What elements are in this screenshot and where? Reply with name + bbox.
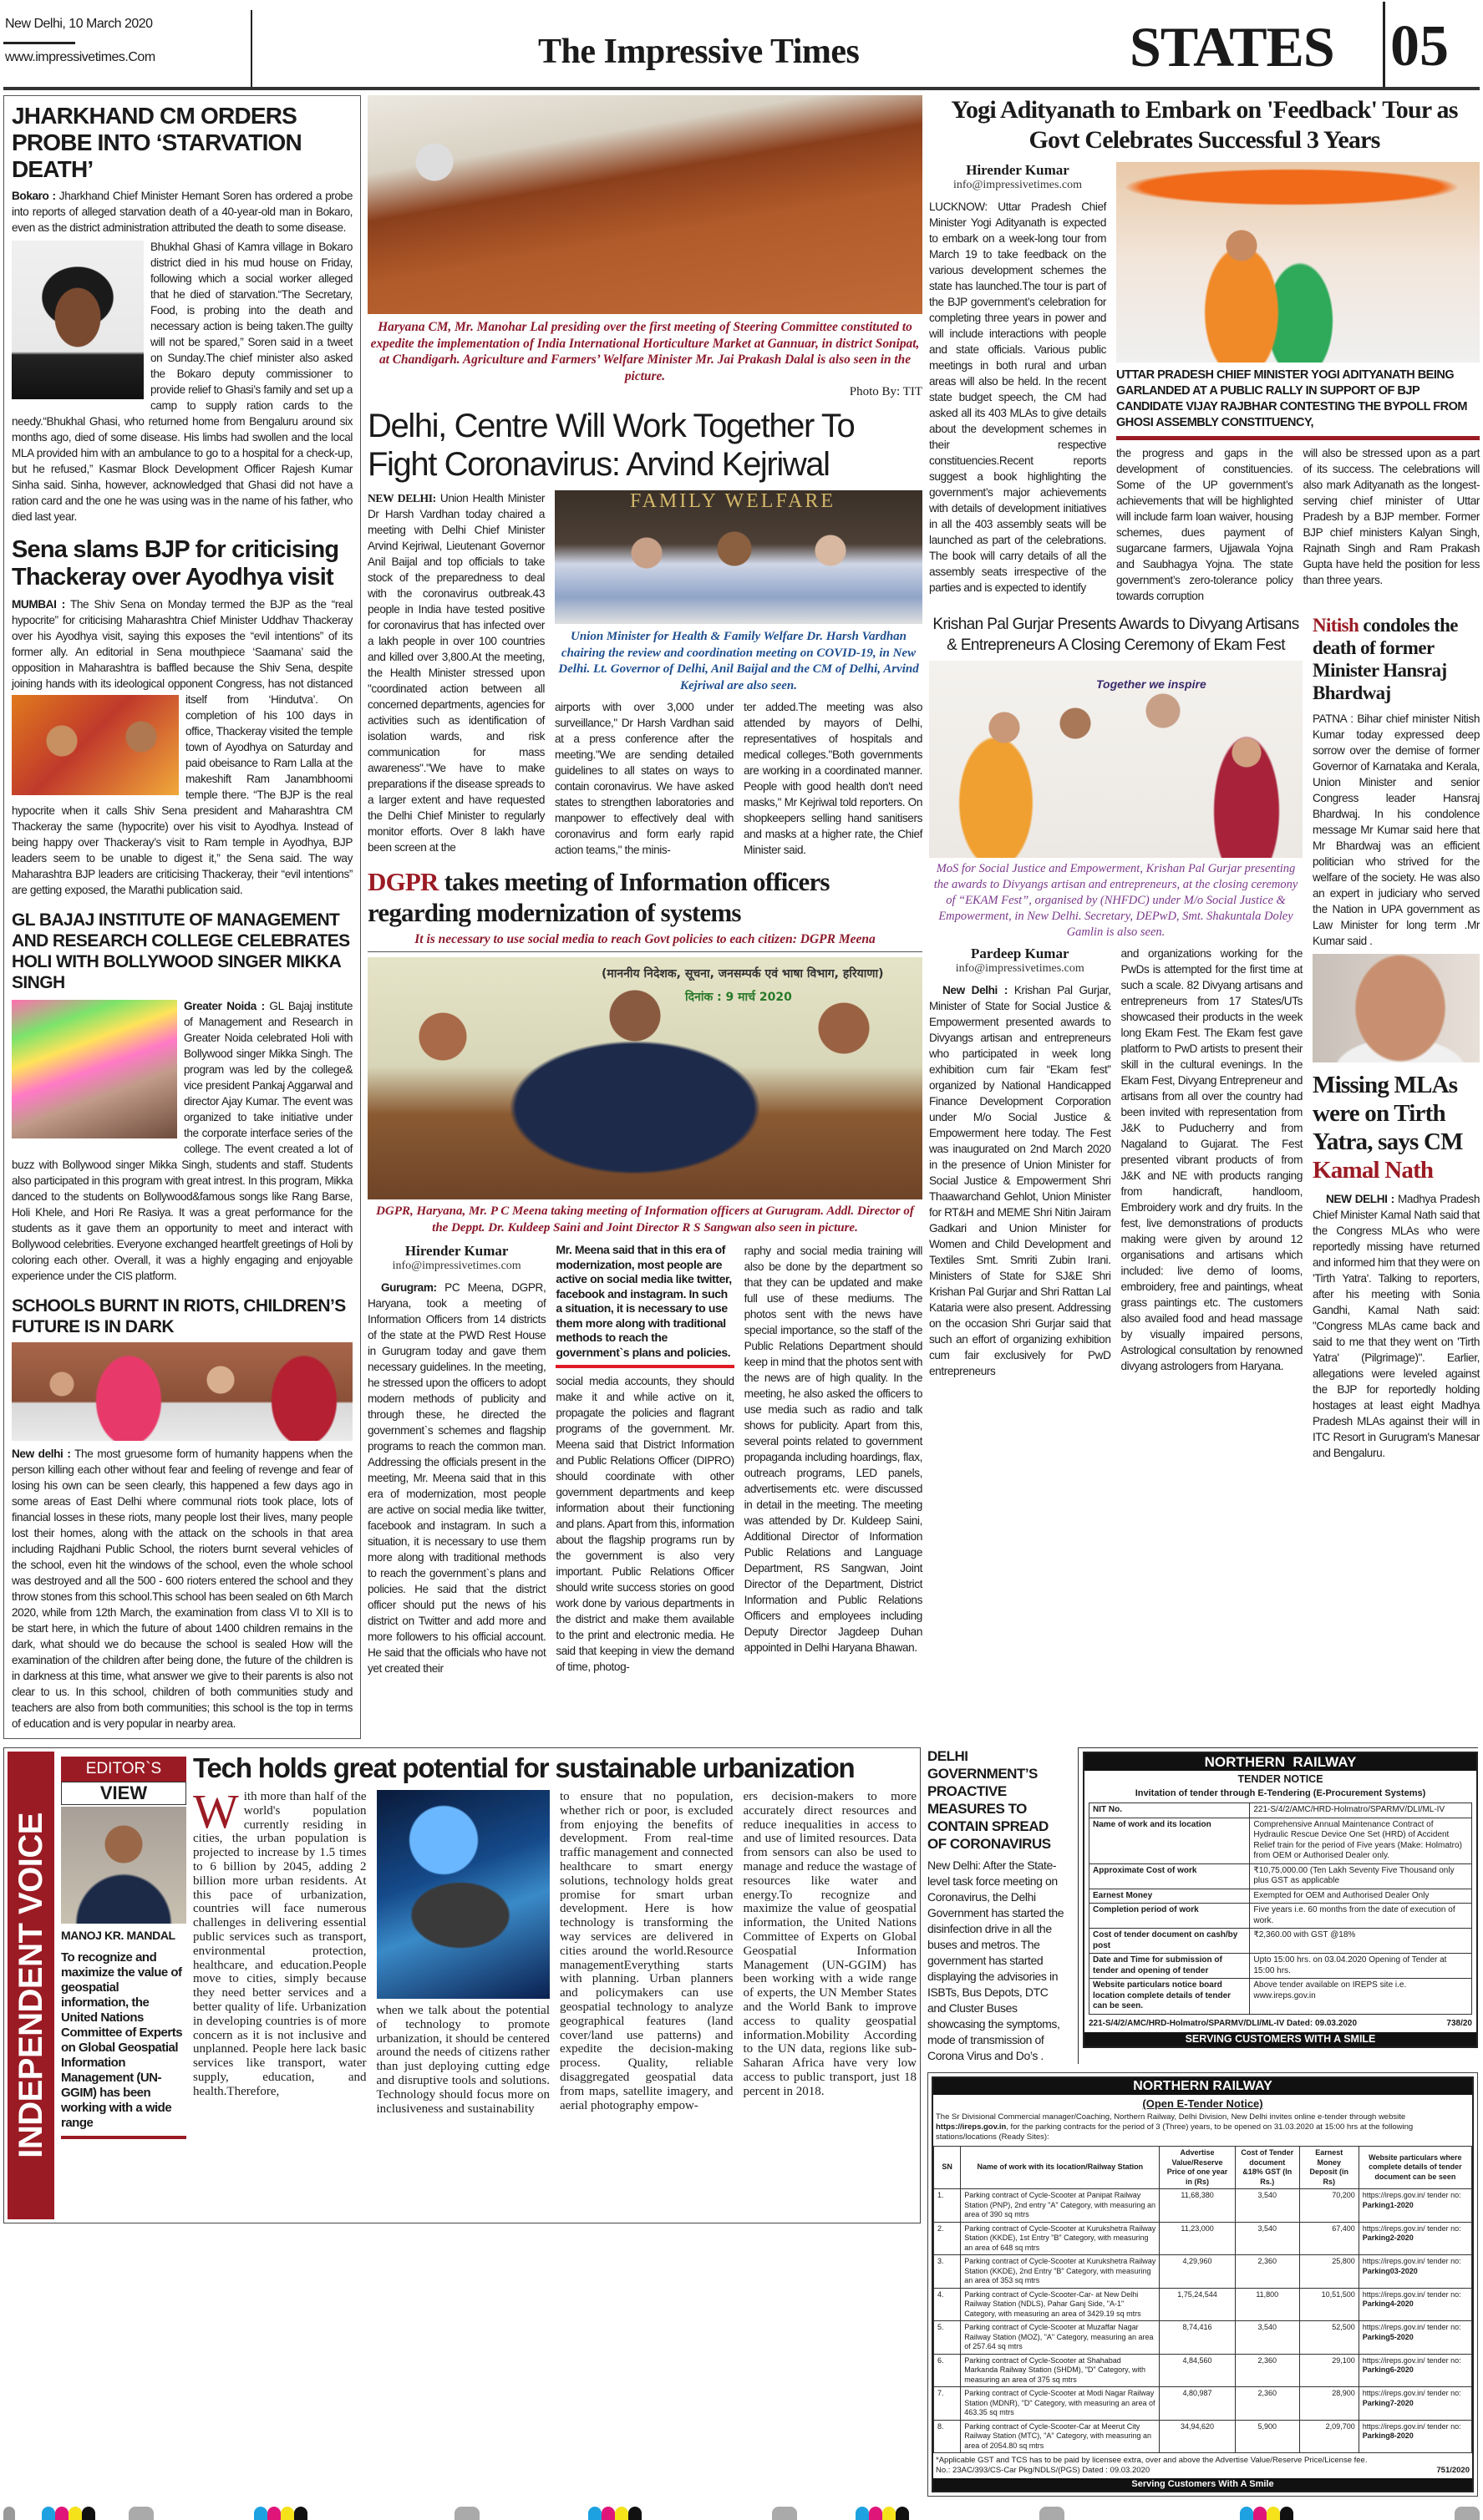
tender1-value: Exempted for OEM and Authorised Dealer Only [1250,1889,1472,1904]
tender1-label: Cost of tender document on cash/by post [1089,1929,1250,1954]
page-number: 05 [1390,14,1449,79]
editors-badge-top: EDITOR`S [61,1757,186,1782]
tender2-cell-site[interactable] [1359,2255,1471,2289]
tender-site-link[interactable]: https://ireps.gov.in/ tender no: [1362,2421,1461,2431]
delhi-col1: NEW DELHI: Union Health Minister Dr Harsh Vardhan today chaired a meeting with Delhi Chief Minister Arvind Kejriwal, Lieutenant Governor Anil Baijal and top officials to take stock of the preparedness to deal with the coronavirus outbreak.43 people in India have tested positive for coronavirus that has infected over a lakh people in over 100 countries and killed over 3,800.At the meeting, the Health Minister stressed upon "coordinated action between all concerned departments, agencies for activities such as identification of isolation wards, and risk communication for mass awareness"."We have to make preparations if the disease spreads to a larger extent and have requested the Delhi Chief Minister to regularly monitor efforts. Over 8 lakh have been screen at the [368,492,545,854]
delhi-col2: airports with over 3,000 under surveillance," Dr Harsh Vardhan said at a press conference after the meeting."We are sending detailed guidelines to all states on ways to contain coronavirus. We have asked states to strengthen laboratories and manpower to effectively deal with coronavirus and form early rapid action teams," the minis- [555,701,734,856]
tender2-intro: The Sr Divisional Commercial manager/Coaching, Northern Railway, Delhi Division, New Delhi invites online e-tender through website https://ireps.gov.in, for the parking contracts for the period of 3 (Three) years, to be opened on 31.03.2020 at 15:00 hrs at the following stations/locations (Ready Sites): [936,2112,1414,2142]
tender2-slogan: Serving Customers With A Smile [933,2478,1472,2491]
tender-site-link[interactable]: https://ireps.gov.in/ tender no: [1362,2257,1461,2265]
ekam-banner-text: Together we inspire [1096,677,1206,691]
editorial-headline[interactable]: Tech holds great potential for sustainable urbanization [193,1752,855,1783]
tender1-value: Five years i.e. 60 months from the date of execution of work. [1250,1904,1472,1929]
tender-site-link[interactable]: https://ireps.gov.in/ tender no: [1362,2223,1461,2233]
dgpr-col1: Gurugram: PC Meena, DGPR, Haryana, took a meeting of Information Officers from 14 districts of the state at the PWD Rest House in Gurugram today and gave them necessary guidelines. In the meeting, he stressed upon the officers to adopt modern methods of publicity and through these, he directed the government`s schemes and flagship programs to reach the common man. Addressing the officials present in the meeting, Mr. Meena said that in this era of modernization, most people are active on social media like twitter, facebook and instagram. In such a situation, it is necessary to use them more along with traditional methods to reach the government`s plans and policies. He said that the district officer should put the news of his district on Twitter and add more and more followers to his official account. He said that the officials who have not yet created their [368,1281,546,1675]
tender2-cell-work: Parking contract of Cycle-Scooter at Modi Nagar Railway Station (MDNR), "D" Category, with measuring an area of 463.35 sq mtrs [961,2387,1160,2421]
right-bottom [927,1747,1478,2497]
tender2-cell-cost: 3,540 [1235,2189,1299,2223]
tender1-label: Approximate Cost of work [1089,1863,1250,1889]
glbajaj-body: Greater Noida : GL Bajaj institute of Management and Research in Greater Noida celebrated Holi with Bollywood singer Mikka Singh. The program was led by the college& vice president Pankaj Aggarwal and director Ajay Kumar. The event was organized to take initiative under the corporate interface series of the college. The event created a lot of buzz with Bollywood singer Mikka Singh, students and staff. Students also participated in this program with great intrest. In this program, Mikka danced to the students on Bollywood&famous songs like Rang Barse, Holi Khele, and Hori Re Rasiya. It was a great performance for the students as it gave them an opportunity to meet and interact with Bollywood celebrities. Everyone exchanged heartfelt greetings of Holi by coloring each other. Overall, it was a highly engaging and enjoyable experience under the CIS platform. [12,1000,353,1282]
tender-site-link[interactable]: https://ireps.gov.in/ tender no: [1362,2355,1461,2365]
photo-ekam-awards [929,661,1303,858]
tender1-slogan: SERVING CUSTOMERS WITH A SMILE [1084,2032,1476,2046]
tender2-cell-sn: 1. [934,2189,961,2223]
tender-number: Parking8-2020 [1362,2431,1414,2440]
tender2-cell-site[interactable] [1359,2321,1471,2355]
kamalnath-body: NEW DELHI : Madhya Pradesh Chief Minister Kamal Nath said that the Congress MLAs who were reportedly missing have returned and informed him that they were on 'Tirth Yatra'. Talking to reporters, after his meeting with Sonia Gandhi, Kamal Nath said: "Congress MLAs came back and said to me that they went on 'Tirth Yatra' (Pilgrimage)". Earlier, allegations were leveled against the BJP for reportedly holding hostages at least eight Madhya Pradesh MLAs against their will in ITC Resort in Gurugram's Manesar and Bengaluru. [1313,1193,1480,1459]
independent-voice-band [8,1752,54,2219]
tender2-cell-sn: 6. [934,2354,961,2387]
family-welfare-sign: FAMILY WELFARE [630,490,836,512]
tender-number: Parking1-2020 [1362,2200,1414,2209]
tender2-cell-sn: 8. [934,2420,961,2453]
masthead-vrule [251,10,252,87]
tender-number: Parking7-2020 [1362,2398,1414,2407]
tender1-row [1089,1803,1472,1818]
photo-school-press-conference [12,1342,353,1441]
tender2-cell-site[interactable] [1359,2222,1471,2255]
jharkhand-headline[interactable]: JHARKHAND CM ORDERS PROBE INTO ‘STARVATION DEATH’ [12,103,302,182]
dropcap: W [193,1784,239,1838]
tender-notice-1 [1078,1747,1478,2064]
sena-body: MUMBAI : The Shiv Sena on Monday termed the BJP as the “real hypocrite” for criticising Maharashtra Chief Minister Uddhav Thackeray over his Ayodhya visit, saying this exposes the “evil intentions” of its former ally. An editorial in Sena mouthpiece ‘Saamana’ said the opposition in Maharashtra is baffled because the Shiv Sena, despite joining hands with its ideological opponent Congress, has not distanced itself from ‘Hindutva’. On completion of his 100 days in office, Thackeray visited the temple town of Ayodhya on Saturday and paid obeisance to Ram Lalla at the makeshift Ram Janambhoomi temple there. “The BJP is the real hypocrite when it calls Shiv Sena president and Maharashtra CM Thackeray the same (hypocrite) over his visit to Ayodhya. Instead of being happy over Thackeray’s visit to Ram temple in Ayodhya, BJP leaders seem to be unable to digest it,” the Sena said. The way Maharashtra BJP leaders are criticising Thackeray, their “evil intentions” are getting exposed, the Marathi publication said. [12,598,353,896]
tender2-cell-cost: 5,900 [1235,2420,1299,2453]
dgpr-byline-email[interactable]: info@impressivetimes.com [392,1260,521,1272]
kamalnath-headline[interactable]: Missing MLAs were on Tirth Yatra, says CM Kamal Nath [1313,1072,1463,1184]
editorial-col1: With more than half of the world's population currently residing in cities, the urban population is projected to increase by 1.5 times to 6 billion by 2045, adding 2 billion more urban residents. At this pace of urbanization, countries will face numerous challenges in delivering essential public services such as transport, environmental protection, healthcare, and education.People move to cities, simply because they need better services and a better quality of life. Urbanization in developing countries is of more concern as it is not inclusive and unplanned. People here lack basic services like transport, water supply, education, and health.Therefore, [193,1784,367,2098]
tender-site-link[interactable]: https://ireps.gov.in/ tender no: [1362,2289,1461,2299]
tender2-cell-emd: 67,400 [1299,2222,1359,2255]
tender-site-link[interactable]: https://ireps.gov.in/ tender no: [1362,2191,1461,2199]
tender2-column-header: Website particulars where complete details of tender document can be seen [1359,2147,1471,2189]
tender1-row [1089,1818,1472,1863]
tender1-footer-no: 738/20 [1446,2018,1472,2028]
tender1-subtitle: Invitation of tender through E-Tendering (E-Procurement Systems) [1135,1788,1426,1798]
tender2-cell-value: 4,84,560 [1160,2354,1235,2387]
jharkhand-dateline: Bokaro : [12,190,56,202]
tender-site-link[interactable]: https://ireps.gov.in/ tender no: [1362,2389,1461,2397]
paper-name: The Impressive Times [538,33,860,71]
yogi-col3: will also be stressed upon as a part of its success. The celebrations will also mark Adityanath as the longest-serving chief minister of Uttar Pradesh by a BJP member. Former BJP chief ministers Kalyan Singh, Rajnath Singh and Ram Prakash Gupta have held the position for less than three years. [1303,447,1480,586]
tender1-value: ₹2,360.00 with GST @18% [1250,1929,1472,1954]
tender2-cell-cost: 3,540 [1235,2222,1299,2255]
nitish-article [1313,614,1480,1062]
jharkhand-lead: Bokaro : Jharkhand Chief Minister Hemant Soren has ordered a probe into reports of alleged starvation death of a 40-year-old man in Bokaro, even as the district administration attributed the death to some disease. [12,190,353,234]
tender2-cell-sn: 3. [934,2255,961,2289]
tender2-note: *Applicable GST and TCS has to be paid by licensee extra, over and above the Advertise Value/Reserve Price/License fee. [936,2456,1368,2465]
tender1-value: Comprehensive Annual Maintenance Contract of Hydraulic Rescue Device One Set (HRD) of Accident Relief train for the period of Five years (Make: Holmatro) from OEM or Authorised Dealer only. [1250,1818,1472,1863]
tender2-cell-work: Parking contract of Cycle-Scooter at Kurukshetra Railway Station (KKDE), 2nd Entry "B" Category, with measuring an area of 353 sq mtrs [961,2255,1160,2289]
tender2-cell-site[interactable] [1359,2189,1471,2223]
tender2-ref: No.: 23AC/393/CS-Car Pkg/NDLS/(PGS) Dated : 09.03.2020 [936,2466,1150,2475]
ekam-byline-name: Pardeep Kumar [970,946,1069,961]
section-title: STATES [1130,15,1334,79]
tender-number: Parking2-2020 [1362,2234,1414,2242]
jharkhand-article [12,103,353,525]
tender2-cell-emd: 28,900 [1299,2387,1359,2421]
tender2-table [933,2146,1472,2453]
tender2-cell-value: 11,68,380 [1160,2189,1235,2223]
ekam-headline[interactable]: Krishan Pal Gurjar Presents Awards to Divyang Artisans & Entrepreneurs A Closing Ceremony of Ekam Fest [932,616,1299,654]
tender2-column-header: Name of work with its location/Railway Station [961,2147,1160,2189]
tender2-cell-sn: 5. [934,2321,961,2355]
tender2-cell-site[interactable] [1359,2354,1471,2387]
registration-marks [3,2502,1480,2520]
delhi-dateline: NEW DELHI: [368,492,436,505]
right-column [929,95,1480,1461]
tender1-row [1089,1863,1472,1889]
photo-nitish-kumar [1313,954,1480,1062]
tender1-label: NIT No. [1089,1803,1250,1818]
tender1-row [1089,1904,1472,1929]
editorial-main [193,1752,917,2219]
photo-holi-celebration [12,1000,177,1138]
yogi-photo-caption: UTTAR PRADESH CHIEF MINISTER YOGI ADITYANATH BEING GARLANDED AT A PUBLIC RALLY IN SUPPORT OF BJP CANDIDATE VIJAY RAJBHAR CONTESTING THE BYPOLL FROM GHOSI ASSEMBLY CONSTITUENCY, [1116,368,1480,440]
tender2-org: NORTHERN RAILWAY [933,2078,1472,2095]
tender2-column-header: SN [934,2147,961,2189]
delhi-measures-headline[interactable]: DELHI GOVERNMENT’S PROACTIVE MEASURES TO CONTAIN SPREAD OF CORONAVIRUS [927,1748,1051,1852]
editors-badge-bottom: VIEW [61,1782,186,1805]
masthead [3,0,1480,90]
ekam-byline-email[interactable]: info@impressivetimes.com [955,962,1084,975]
editorial-col4: ers decision-makers to more accurately direct resources and reduce inequalities in access to and use of limited resources. Data from sensors can also be used to manage and reduce the wastage of resources like water and energy.To recognize and maximize the value of geospatial information, the United Nations Committee of Experts on Global Geospatial Information Management (UN-GGIM) has been working with a wide range of experts, the UN Member States and the World Bank to improve access to quality geospatial information.Mobility According to the UN data, regions like sub-Saharan Africa have very low access to public transport, just 18 percent in 2018. [743,1790,917,2098]
delhi-col3: ter added.The meeting was also attended by mayors of Delhi, representatives of hospitals and medical colleges."Both governments are working in a coordinated manner. People with good health don't need masks," Mr Kejriwal told reporters. On shopkeepers selling hand sanitisers and masks at a higher rate, the Chief Minister said. [744,701,922,856]
tender2-cell-cost: 2,360 [1235,2387,1299,2421]
left-column-box [3,95,361,1739]
ireps-link[interactable]: https://ireps.gov.in [936,2122,1007,2132]
tender2-cell-work: Parking contract of Cycle-Scooter at Shahabad Markanda Railway Station (SHDM), "D" Category, with measuring an area of 375 sq mtrs [961,2354,1160,2387]
delhi-article [368,407,922,858]
schools-dateline: New delhi : [12,1448,71,1460]
glbajaj-headline[interactable]: GL BAJAJ INSTITUTE OF MANAGEMENT AND RESEARCH COLLEGE CELEBRATES HOLI WITH BOLLYWOOD SINGER MIKKA SINGH [12,910,350,992]
center-column [368,95,922,1676]
tender1-value: ₹10,75,000.00 (Ten Lakh Seventy Five Thousand only plus GST as applicable [1250,1863,1472,1889]
tender2-column-header: Cost of Tender document &18% GST (In Rs.) [1235,2147,1299,2189]
dgpr-col3: raphy and social media training will also be done by the department so that they can be updated and make full use of these mediums. The photos sent with the news have special importance, so the staff of the Public Relations Department should keep in mind that the photos sent with the news are of high quality. In the meeting, he also asked the officers to use media such as radio and talk shows for publicity. Apart from this, several points related to government propaganda including hoardings, flax, outreach programs, LED panels, advertisements etc. were discussed in detail in the meeting. The meeting was attended by Dr. Kuldeep Saini, Additional Director of Information Public Relations and Language Department, RS Sangwan, Joint Director of the Department, District Information and Public Relations Officers and employees including Deputy Director Jagdeep Duhan appointed in Delhi Haryana Bhawan. [744,1245,922,1654]
dgpr-byline-name: Hirender Kumar [404,1243,509,1259]
photo-hemant-soren [12,241,144,399]
tender2-cell-emd: 2,09,700 [1299,2420,1359,2453]
tender2-cell-emd: 10,51,500 [1299,2288,1359,2321]
hindi-sign-line-2: दिनांक : 9 मार्च 2020 [685,991,792,1004]
glbajaj-article [12,910,353,1284]
tender2-row [934,2321,1472,2355]
tender1-label: Earnest Money [1089,1889,1250,1904]
tender-notice-2 [927,2072,1478,2497]
tender1-row [1089,1979,1472,2015]
tender2-cell-sn: 7. [934,2387,961,2421]
tender2-row [934,2222,1472,2255]
tender2-cell-value: 1,75,24,544 [1160,2288,1235,2321]
tender2-cell-sn: 2. [934,2222,961,2255]
tender2-cell-site[interactable] [1359,2387,1471,2421]
editorial-pull-text: To recognize and maximize the value of geospatial information, the United Nations Committee of Experts on Global Geospatial Information Management (UN-GGIM) has been working with a wide range [61,1950,186,2139]
tender2-row [934,2354,1472,2387]
tender2-cell-emd: 25,800 [1299,2255,1359,2289]
tender2-cell-emd: 52,500 [1299,2321,1359,2355]
tender2-title: (Open E-Tender Notice) [1142,2097,1263,2110]
ekam-col2: and organizations working for the PwDs is attempted for the first time at such a scale. 82 Divyang artisans and entrepreneurs from 17 States/UTs showcased their products in the week long Ekam Fest. The Ekam fest gave platform to PwD artists to present their skill in the cultural evenings. In the Ekam Fest, Divyang Entrepreneur and artisans from all over the country had been invited with representation from J&K to Puducherry and from Nagaland to Gujarat. The Fest presented vibrant products of from J&K and NE with products ranging from handicraft, handloom, Embroidery work and dry fruits. In the fest, live demonstrations of products making were given by around 12 organisations and artisans which included: live demo of looms, embroidery, free and paintings, wheat grass paintings etc. The customers also availed food and head massage by visually impaired persons, Astrological consultation by renowned divyang astrologers from Haryana. [1120,947,1303,1372]
haryana-photo-block [368,95,922,400]
tender2-cell-site[interactable] [1359,2420,1471,2453]
dgpr-photo-caption: DGPR, Haryana, Mr. P C Meena taking meeting of Information officers at Gurugram. Addl. Director of the Deppt. Dr. Kuldeep Saini and Joint Director R S Sangwan also seen in picture. [376,1204,914,1235]
sena-article [12,536,353,898]
photo-yogi-garlanded [1116,162,1480,363]
tender-number: Parking4-2020 [1362,2299,1414,2308]
editorial-sidebar [61,1752,186,2219]
dgpr-col2: social media accounts, they should make it and while active on it, propagate the policies and flagrant programs of the government. Mr. Meena said that District Information and Public Relations Officer (DIPRO) should coordinate with other government departments and keep information about their functioning and plans. Apart from this, information about the flagship programs run by the government is also very important. Public Relations Officer should write success stories on good work done by various departments in the district and make them available to the print and electronic media. He said that keeping in view the demand of time, photog- [556,1375,734,1673]
ekam-photo-caption: MoS for Social Justice and Empowerment, Krishan Pal Gurjar presenting the awards to Divyangs artisan and entrepreneurs, at the closing ceremony of “EKAM Fest”, organised by (NHFDC) under M/o Social Justice & Empowerment, in New Delhi. Secretary, DEPwD, Smt. Shakuntala Doley Gamlin is also seen. [933,862,1298,939]
kamalnath-article [1313,1071,1480,1461]
tender2-column-header: Advertise Value/Reserve Price of one year in (Rs) [1160,2147,1235,2189]
tender1-org: NORTHERN RAILWAY [1084,1753,1476,1771]
tender1-value: Upto 15:00 hrs. on 03.04.2020 Opening of Tender at 15:00 hrs. [1250,1954,1472,1979]
tender2-row [934,2387,1472,2421]
yogi-col2: the progress and gaps in the development of constituencies. Some of the UP government’s achievements that will be highlighted will include farm loan waiver, housing schemes, dues payment of sugarcane farmers, Ujjawala Yojna and Saubhagya Yojna. The state government’s zero-tolerance policy towards corruption [1116,447,1293,602]
independent-voice-label: INDEPENDENT VOICE [12,1813,49,2158]
tender2-cell-work: Parking contract of Cycle-Scooter at Muzaffar Nagar Railway Station (MOZ), "A" Category, measuring an area of 257.64 sq mtrs [961,2321,1160,2355]
tender2-header-row [934,2147,1472,2189]
sena-headline[interactable]: Sena slams BJP for criticising Thackeray over Ayodhya visit [12,536,339,591]
nitish-body: PATNA : Bihar chief minister Nitish Kumar today expressed deep sorrow over the demise of former Governor of Karnataka and Kerala, Union Minister and senior Congress leader Hansraj Bhardwaj. In his condolence message Mr Kumar said here that Mr Bhardwaj was an efficient politician who strived for the welfare of the society. He was also an expert in judiciary who served the Nation in UPA government as Law Minister for long term .Mr Kumar said . [1313,712,1480,947]
schools-headline[interactable]: SCHOOLS BURNT IN RIOTS, CHILDREN’S FUTURE IS IN DARK [12,1296,346,1336]
photo-dgpr-meeting [368,957,922,1199]
dgpr-article [368,866,922,1676]
tender2-cell-value: 34,94,620 [1160,2420,1235,2453]
author-name: MANOJ KR. MANDAL [61,1929,175,1942]
tender2-cell-cost: 2,360 [1235,2354,1299,2387]
photo-uddhav-thackeray [12,695,179,795]
tender1-label: Completion period of work [1089,1904,1250,1929]
tender1-label: Name of work and its location [1089,1818,1250,1863]
editorial-box [3,1747,921,2223]
tender1-footer-ref: 221-S/4/2/AMC/HRD-Holmatro/SPARMV/DLI/ML-IV Dated: 09.03.2020 [1089,2018,1358,2028]
masthead-divider [3,42,75,44]
right-narrow-column [1313,614,1480,1461]
tender1-title: TENDER NOTICE [1237,1773,1323,1785]
tender-number: Parking6-2020 [1362,2365,1414,2374]
yogi-article [929,95,1480,604]
section-vrule [1383,2,1385,87]
tender2-ref-no: 751/2020 [1436,2466,1470,2475]
yogi-headline[interactable]: Yogi Adityanath to Embark on 'Feedback' Tour as Govt Celebrates Successful 3 Years [951,96,1458,154]
tender1-label: Website particulars notice board location complete details of tender can be seen. [1089,1979,1250,2015]
tender2-cell-cost: 11,800 [1235,2288,1299,2321]
tender2-cell-emd: 29,100 [1299,2354,1359,2387]
schools-article [12,1295,353,1732]
editorial-col2: when we talk about the potential of technology to promote urbanization, it should be centered around the needs of citizens rather than just deploying cutting edge and disruptive tools and solutions. Technology should focus more on inclusiveness and sustainability [376,2004,550,2116]
yogi-byline-name: Hirender Kumar [966,162,1069,178]
tender2-cell-value: 4,29,960 [1160,2255,1235,2289]
photo-manoj-mandal [61,1807,186,1924]
tender-site-link[interactable]: https://ireps.gov.in/ tender no: [1362,2323,1461,2331]
tender1-value: 221-S/4/2/AMC/HRD-Holmatro/SPARMV/DLI/ML-IV [1250,1803,1472,1818]
tender1-row [1089,1889,1472,1904]
yogi-col1: LUCKNOW: Uttar Pradesh Chief Minister Yogi Adityanath is expected to embark on a week-long tour from March 19 to take feedback on the various development schemes the state has launched.The tour is part of the BJP government’s celebration for completing three years in power and will include interactions with people and state officials. Various public meetings in both rural and urban areas will also be held. In the recent state budget speech, the CM had asked all its 403 MLAs to give details about the development schemes in their respective constituencies.Recent reports suggest a book highlighting the government’s major achievements with details of development initiatives in all the 403 assembly seats will be launched as part of the celebrations. The book will carry details of all the assembly seats irrespective of the parties and is expected to identify [929,200,1106,594]
sena-dateline: MUMBAI : [12,598,65,611]
tender1-value[interactable]: Above tender available on IREPS site i.e. www.ireps.gov.in [1250,1979,1472,2015]
tender2-cell-cost: 2,360 [1235,2255,1299,2289]
dgpr-dateline: Gurugram: [381,1281,437,1294]
tender-number: Parking03-2020 [1362,2266,1418,2275]
schools-body: New delhi : The most gruesome form of humanity happens when the person killing each other without fear and feeling of revenge and fear of losing his own can be seen clearly, this happened a few days ago in some areas of East Delhi where communal riots took place, lots of financial losses in these riots, many people lost their lives, many people lost their homes, along with the attack on the schools in that area including Rajdhani Public School, the rioters burnt several vehicles of the school, even hit the windows of the school, even the whole school was destroyed and all the 500 - 600 rioters entered the school and they throw stones from this school.This school has been sealed on 6th March 2020, while from 12th March, the examination from class VI to XII is to be start here, in which the future of about 1400 children remains in the dark, what should we do because the school is sealed How will the examination of the children after being done, the future of the children is in darkness at this time, what answer we give to their parents is also not clear to us. In this school, children of both communities study and teachers are also from both communities; this school is the top in terms of education and is very popular in nearby area. [12,1448,353,1730]
tender1-label: Date and Time for submission of tender and opening of tender [1089,1954,1250,1979]
tender2-row [934,2189,1472,2223]
glbajaj-dateline: Greater Noida : [184,1000,265,1012]
photo-harsh-vardhan-meeting [555,490,922,624]
tender-number: Parking5-2020 [1362,2332,1414,2341]
tender2-cell-value: 8,74,416 [1160,2321,1235,2355]
ekam-article [929,614,1303,1461]
jharkhand-body: Bhukhal Ghasi of Kamra village in Bokaro district died in his mud house on Friday, following which a social worker alleged that he died of starvation.“The Secretary, Food, is probing into the death and necessary action is being taken.The guilty will not be spared,” Soren said in a tweet on Sunday.The chief minister also asked the Bokaro deputy commissioner to provide relief to Ghasi’s family and set up a camp to supply ration cards to the needy.“Bhukhal Ghasi, who returned home from Bengaluru around six months ago, died of some disease. His limbs had swollen and the local MLA provided him with an ambulance to go to a hospital for a check-up, but he refused,” Kasmar Block Development Officer Rajesh Kumar Sinha said. Sinha, however, acknowledged that Ghasi did not have a ration card and the one he was using was in the name of his father, who died last year. [12,241,353,523]
tender2-column-header: Earnest Money Deposit (in Rs) [1299,2147,1359,2189]
editorial-col3: to ensure that no population, whether rich or poor, is excluded from enjoying the benefits of development. From real-time traffic management and connected healthcare to smart energy solutions, technology holds great promise for smart urban development. Here is how technology is transforming the way services are delivered in cities around the world.Resource managementEverything starts with planning. Urban planners and policymakers can use geospatial technology to analyze geographical features (land cover/land use patterns) and expedite the decision-making process. Quality, reliable disaggregated geospatial data from maps, satellite imagery, and aerial photography empow- [560,1790,734,2112]
nitish-headline[interactable]: Nitish condoles the death of former Minister Hansraj Bhardwaj [1313,615,1458,703]
delhi-headline[interactable]: Delhi, Centre Will Work Together To Fight Coronavirus: Arvind Kejriwal [368,408,855,483]
tender2-cell-value: 4,80,987 [1160,2387,1235,2421]
kamalnath-dateline: NEW DELHI : [1326,1193,1394,1205]
tender2-cell-work: Parking contract of Cycle-Scooter-Car- at New Delhi Railway Station (NDLS), Pahar Ganj Side, "A-1" Category, with measuring an area of 3429.19 sq mtrs [961,2288,1160,2321]
delhi-photo-caption: Union Minister for Health & Family Welfare Dr. Harsh Vardhan chairing the review and coordination meeting on COVID-19, in New Delhi. Lt. Governor of Delhi, Anil Baijal and the CM of Delhi, Arvind Kejriwal are also seen. [558,630,919,692]
photo-haryana-cm-meeting [368,95,922,314]
tender1-row [1089,1954,1472,1979]
website[interactable]: www.impressivetimes.Com [5,50,155,64]
tender2-cell-emd: 70,200 [1299,2189,1359,2223]
ekam-col1: New Delhi : Krishan Pal Gurjar, Minister of State for Social Justice & Empowerment presented awards to Divyangs artisan and entrepreneurs who participated in week long exhibition cum fair “Ekam fest” organized by National Handicapped Finance Development Corporation under M/o Social Justice & Empowerment here today. The Fest was inaugurated on 2nd March 2020 in the presence of Union Minister for Social Justice & Empowerment Shri Thaawarchand Gehlot, Union Minister for RT&H and MEME Shri Nitin Jairam Gadkari and Union Minister for Women and Child Development and Textiles Smt. Smriti Zubin Irani. Ministers of State for SJ&E Shri Krishan Pal Gurjar and Shri Rattan Lal Kataria were also present. Addressing on the occasion Shri Gurjar said that such an effort of organizing exhibition cum fair exclusively for PwD entrepreneurs [929,984,1111,1377]
dgpr-subhead: It is necessary to use social media to reach Govt policies to each citizen: DGPR Meena [368,931,922,952]
tender1-table [1089,1803,1472,2015]
yogi-byline-email[interactable]: info@impressivetimes.com [952,179,1083,191]
tender2-cell-work: Parking contract of Cycle-Scooter at Kurukshetra Railway Station (KKDE), 1st Entry "B" Category, with measuring an area of 648 sq mtrs [961,2222,1160,2255]
tender2-cell-value: 11,23,000 [1160,2222,1235,2255]
ekam-dateline: New Delhi : [942,984,1008,996]
delhi-measures-body: New Delhi: After the State-level task force meeting on Coronavirus, the Delhi Government has started the disinfection drive in all the buses and metros. The government has started displaying the advisories in ISBTs, Bus Depots, DTC and Cluster Buses showcasing the symptoms, mode of transmission of Corona Virus and Do’s . [927,1858,1064,2062]
tender2-row [934,2288,1472,2321]
tender1-row [1089,1929,1472,1954]
dateline: New Delhi, 10 March 2020 [5,17,153,31]
tender2-cell-work: Parking contract of Cycle-Scooter-Car at Meerut City Railway Station (MTC), "A" Category, with measuring an area of 2054.80 sq mtrs [961,2420,1160,2453]
dgpr-headline[interactable]: DGPR takes meeting of Information officers regarding modernization of systems [368,867,830,927]
photo-smart-city-tech [377,1790,551,1999]
haryana-photo-caption: Haryana CM, Mr. Manohar Lal presiding over the first meeting of Steering Committee constituted to expedite the implementation of India International Horticulture Market at Gannuar, in district Sonipat, at Chandigarh. Agriculture and Farmers’ Welfare Minister Mr. Jai Prakash Dalal is also seen in the picture. [370,320,920,383]
tender2-cell-sn: 4. [934,2288,961,2321]
tender2-cell-work: Parking contract of Cycle-Scooter at Panipat Railway Station (PNP), 2nd entry "A" Category, with measuring an area of 390 sq mtrs [961,2189,1160,2223]
photo-credit: Photo By: TIT [849,385,922,398]
hindi-sign-line-1: (माननीय निदेशक, सूचना, जनसम्पर्क एवं भाषा विभाग, हरियाणा) [602,967,884,981]
tender2-row [934,2255,1472,2289]
delhi-measures-article [927,1747,1069,2064]
tender2-cell-cost: 3,540 [1235,2321,1299,2355]
dgpr-pullquote: Mr. Meena said that in this era of modernization, most people are active on social media like twitter, facebook and instagram. In such a situation, it is necessary to use them more along with traditional methods to reach the government`s plans and policies. [556,1243,734,1368]
tender2-row [934,2420,1472,2453]
tender2-cell-site[interactable] [1359,2288,1471,2321]
